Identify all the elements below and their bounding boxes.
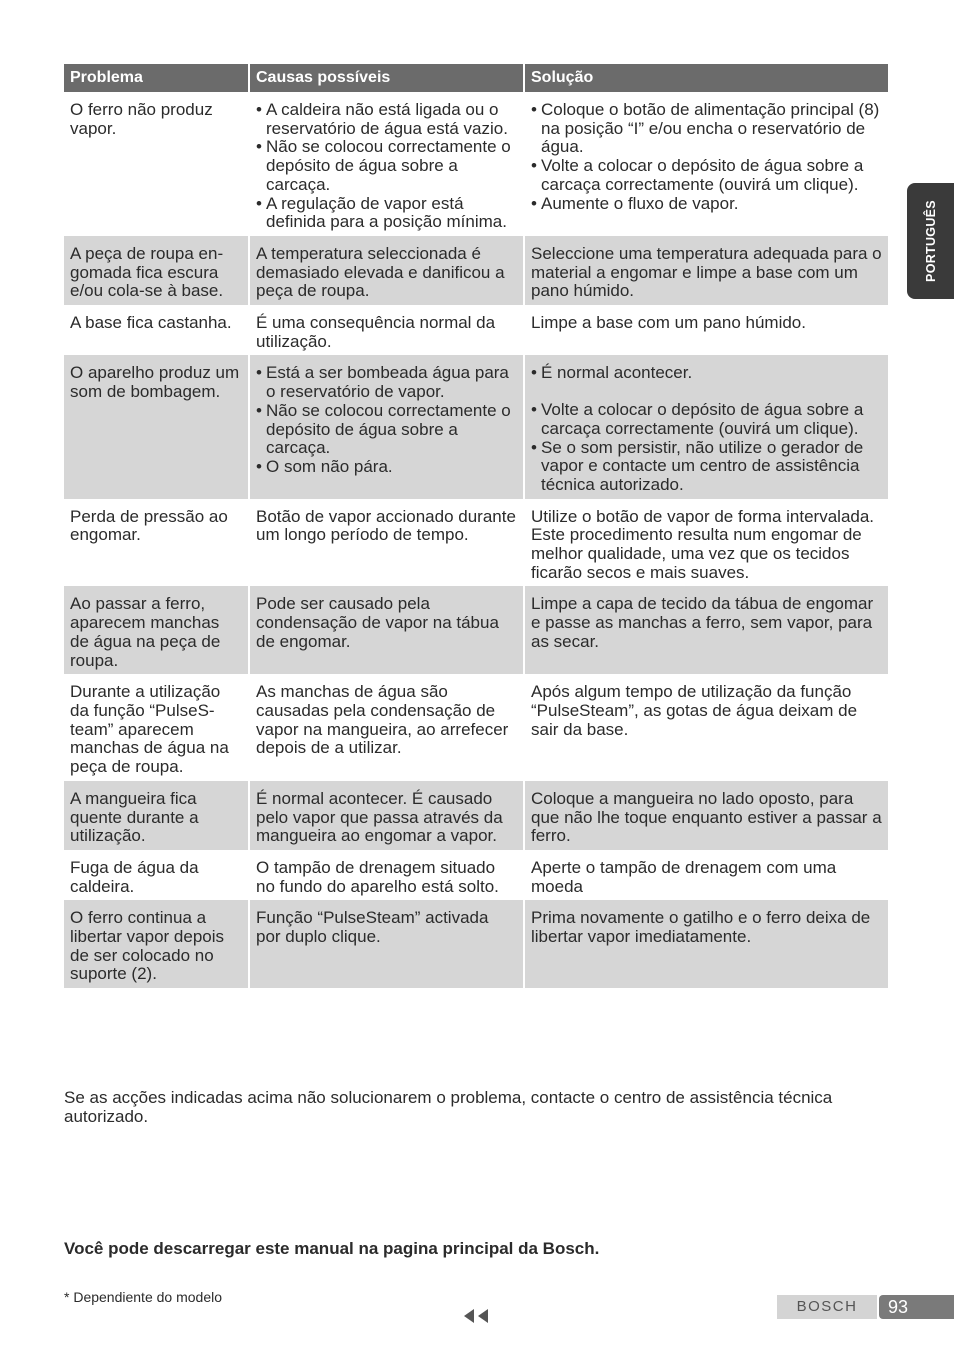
table-row (64, 92, 888, 236)
causes-cell: Função “PulseSteam” activada por duplo clique. (250, 900, 525, 988)
cause-item: • A regulação de vapor está definida para a posição mínima. (256, 195, 517, 232)
page-number: 93 (879, 1295, 954, 1319)
header-problem: Problema (64, 64, 250, 92)
table-row (64, 236, 888, 305)
table-row (64, 674, 888, 781)
solution-cell: Seleccione uma temperatura adequada para o material a engomar e limpe a base com um pano húmido. (525, 236, 888, 305)
solution-item: • Coloque o botão de alimentação principal (8) na posição “I” e/ou encha o reservatório de água. (531, 101, 882, 157)
model-footnote: * Dependiente do modelo (64, 1289, 223, 1305)
cause-item: • O som não pára. (256, 458, 517, 477)
causes-cell: É uma consequência normal da utilização. (250, 305, 525, 355)
cause-item: • Não se colocou correctamente o depósito de água sobre a carcaça. (256, 138, 517, 194)
header-solution: Solução (525, 64, 888, 92)
problem-cell: Fuga de água da caldeira. (64, 850, 250, 900)
solution-cell (525, 355, 888, 498)
language-tab-label: PORTUGUÊS (923, 200, 938, 282)
solution-item: • Aumente o fluxo de vapor. (531, 195, 882, 214)
double-left-arrow-icon[interactable] (462, 1306, 494, 1326)
table-row (64, 355, 888, 498)
table-row (64, 900, 888, 988)
problem-cell: A peça de roupa en-gomada fica escura e/ou cola-se à base. (64, 236, 250, 305)
causes-cell: O tampão de drenagem situado no fundo do aparelho está solto. (250, 850, 525, 900)
solution-cell: Limpe a base com um pano húmido. (531, 313, 806, 333)
causes-cell: Botão de vapor accionado durante um longo período de tempo. (250, 499, 525, 587)
language-tab (907, 183, 954, 299)
problem-cell: Perda de pressão ao engomar. (64, 499, 250, 587)
causes-cell: As manchas de água são causadas pela condensação de vapor na mangueira, ao arrefecer depois de a utilizar. (250, 674, 525, 781)
problem-cell: O ferro continua a libertar vapor depois de ser colocado no suporte (2). (64, 900, 250, 988)
causes-cell (250, 92, 525, 236)
table-row (64, 850, 888, 900)
solution-item: • É normal acontecer. (531, 364, 882, 383)
problem-cell: A mangueira fica quente durante a utilização. (64, 781, 250, 850)
causes-cell: A temperatura seleccionada é demasiado elevada e danificou a peça de roupa. (250, 236, 525, 305)
solution-cell: Aperte o tampão de drenagem com uma moeda (531, 857, 837, 896)
solution-cell: Prima novamente o gatilho e o ferro deixa de libertar vapor imediatamente. (525, 900, 888, 988)
solution-cell: Limpe a capa de tecido da tábua de engomar e passe as manchas a ferro, sem vapor, para as secar. (525, 586, 888, 674)
brand-label: BOSCH (777, 1295, 877, 1319)
problem-cell: O ferro não produz vapor. (64, 92, 250, 236)
download-notice: Você pode descarregar este manual na pagina principal da Bosch. (64, 1239, 600, 1258)
problem-cell: A base fica castanha. (64, 305, 250, 355)
causes-cell (250, 355, 525, 498)
solution-item: • Se o som persistir, não utilize o gerador de vapor e contacte um centro de assistência técnica autorizado. (531, 439, 882, 495)
table-row (64, 586, 888, 674)
solution-item: • Volte a colocar o depósito de água sobre a carcaça correctamente (ouvirá um clique). (531, 157, 882, 194)
problem-cell: Durante a utilização da função “PulseS-team” aparecem manchas de água na peça de roupa. (64, 674, 250, 781)
problem-cell: O aparelho produz um som de bombagem. (64, 355, 250, 498)
cause-item: • A caldeira não está ligada ou o reservatório de água está vazio. (256, 101, 517, 138)
causes-cell: Pode ser causado pela condensação de vapor na tábua de engomar. (250, 586, 525, 674)
table-row (64, 305, 888, 355)
cause-item: • Não se colocou correctamente o depósito de água sobre a carcaça. (256, 402, 517, 458)
problem-cell: Ao passar a ferro, aparecem manchas de água na peça de roupa. (64, 586, 250, 674)
header-causes: Causas possíveis (250, 64, 525, 92)
solution-item: • Volte a colocar o depósito de água sobre a carcaça correctamente (ouvirá um clique). (531, 401, 882, 438)
assistance-note: Se as acções indicadas acima não solucionarem o problema, contacte o centro de assistência técnica autorizado. (64, 1088, 833, 1126)
solution-cell: Utilize o botão de vapor de forma intervalada. Este procedimento resulta num engomar de melhor qualidade, uma vez que os tecidos ficarão secos e mais suaves. (531, 506, 875, 582)
solution-cell: Coloque a mangueira no lado oposto, para que não lhe toque enquanto estiver a passar a ferro. (525, 781, 888, 850)
cause-item: • Está a ser bombeada água para o reservatório de vapor. (256, 364, 517, 401)
causes-cell: É normal acontecer. É causado pelo vapor que passa através da mangueira ao engomar a vapor. (250, 781, 525, 850)
troubleshooting-table (64, 64, 888, 988)
solution-cell: Após algum tempo de utilização da função “PulseSteam”, as gotas de água deixam de sair da base. (531, 682, 858, 739)
table-row (64, 499, 888, 587)
solution-cell (525, 92, 888, 236)
table-header-row (64, 64, 888, 92)
table-row (64, 781, 888, 850)
